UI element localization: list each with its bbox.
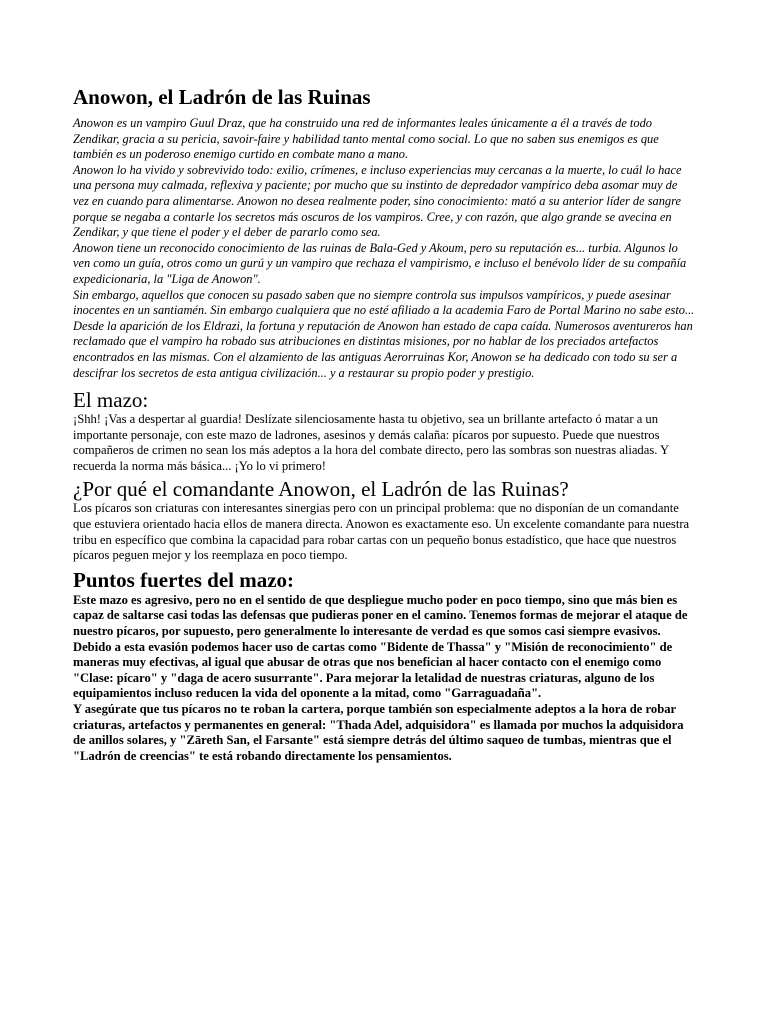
section-mazo-text: ¡Shh! ¡Vas a despertar al guardia! Deslízate silenciosamente hasta tu objetivo, sea un brillante artefacto ó matar a un importante personaje, con este mazo de ladrones, asesinos y demás calaña: pícaros por supuesto. Puede que nuestros compañeros de crimen no sean los más adeptos a la hora del combate directo, pero las sombras son nuestras aliadas. Y recuerda la norma más básica... ¡Yo lo vi primero! [73,412,669,473]
strengths-paragraph: Y asegúrate que tus pícaros no te roban la cartera, porque también son especialmente adeptos a la hora de robar criaturas, artefactos y permanentes en general: "Thada Adel, adquisidora" es llamada por muchos la adquisidora de anillos solares, y "Zāreth San, el Farsante" está siempre detrás del último saqueo de tumbas, mientras que el "Ladrón de creencias" te está robando directamente los pensamientos. [73,702,684,763]
intro-section [73,116,695,381]
document-title: Anowon, el Ladrón de las Ruinas [73,85,371,109]
intro-paragraph: Anowon tiene un reconocido conocimiento de las ruinas de Bala-Ged y Akoum, pero su reputación es... turbia. Algunos lo ven como un guía, otros como un gurú y un vampiro que rechaza el vampirismo, e incluso el benévolo líder de su compañía expedicionaria, la "Liga de Anowon". [73,240,687,286]
section-heading-mazo: El mazo: [73,388,149,413]
intro-paragraph: Sin embargo, aquellos que conocen su pasado saben que no siempre controla sus impulsos vampíricos, y puede asesinar inocentes en un santiamén. Sin embargo cualquiera que no esté afiliado a la academia Faro de Portal Marino no sabe esto... [73,287,695,318]
document-page [73,84,695,764]
intro-paragraph: Anowon es un vampiro Guul Draz, que ha construido una red de informantes leales únicamente a él a través de todo Zendikar, gracia a su pericia, savoir-faire y habilidad tanto mental como social. Lo que no saben sus enemigos es que también es un poderoso enemigo curtido en combate mano a mano. [73,116,659,162]
section-strengths [73,593,695,765]
strengths-paragraph: Este mazo es agresivo, pero no en el sentido de que despliegue mucho poder en poco tiempo, sino que más bien es capaz de saltarse casi todas las defensas que pudieras poner en el camino. Tenemos formas de mejorar el ataque de nuestro pícaros, por supuesto, pero generalmente lo interesante de verdad es que somos casi siempre evasivos. Debido a esta evasión podemos hacer uso de cartas como "Bidente de Thassa" y "Misión de reconocimiento" de maneras muy efectivas, al igual que abusar de otras que nos benefician al hacer contacto con el enemigo como "Clase: pícaro" y "daga de acero susurrante". Para mejorar la letalidad de nuestras criaturas, alguno de los equipamientos incluso reducen la vida del oponente a la mitad, como "Garraguadaña". [73,592,688,701]
section-why-text: Los pícaros son criaturas con interesantes sinergias pero con un principal problema: que no disponían de un comandante que estuviera orientado hacia ellos de manera directa. Anowon es exactamente eso. Un excelente comandante para nuestra tribu en específico que combina la capacidad para robar cartas con un pequeño bonus estadístico, que hace que nuestros pícaros peguen mejor y los reemplaza en poco tiempo. [73,501,690,563]
intro-paragraph: Anowon lo ha vivido y sobrevivido todo: exilio, crímenes, e incluso experiencias muy cercanas a la muerte, lo cuál lo hace una persona muy calmada, reflexiva y paciente; por mucho que su instinto de depredador vampírico deba asomar muy de vez en cuando para alimentarse. Anowon no desea realmente poder, sino conocimiento: mató a su anterior líder de sangre porque se negaba a contarle los secretos más oscuros de los vampiros. Cree, y con razón, que algo grande se avecina en Zendikar, y que tiene el poder y el deber de pararlo como sea. [73,162,682,240]
section-heading-strengths: Puntos fuertes del mazo: [73,567,295,592]
section-mazo [73,412,695,474]
section-why [73,501,695,563]
intro-paragraph: Desde la aparición de los Eldrazi, la fortuna y reputación de Anowon han estado de capa caída. Numerosos aventureros han reclamado que el vampiro ha robado sus atribuciones en distintas misiones, por no hablar de los preciados artefactos encontrados en las mismas. Con el alzamiento de las antiguas Aerorruinas Kor, Anowon se ha dedicado con todo su ser a descifrar los secretos de esta antigua civilización... y a restaurar su propio poder y prestigio. [73,318,693,380]
section-heading-why: ¿Por qué el comandante Anowon, el Ladrón de las Ruinas? [73,477,569,502]
